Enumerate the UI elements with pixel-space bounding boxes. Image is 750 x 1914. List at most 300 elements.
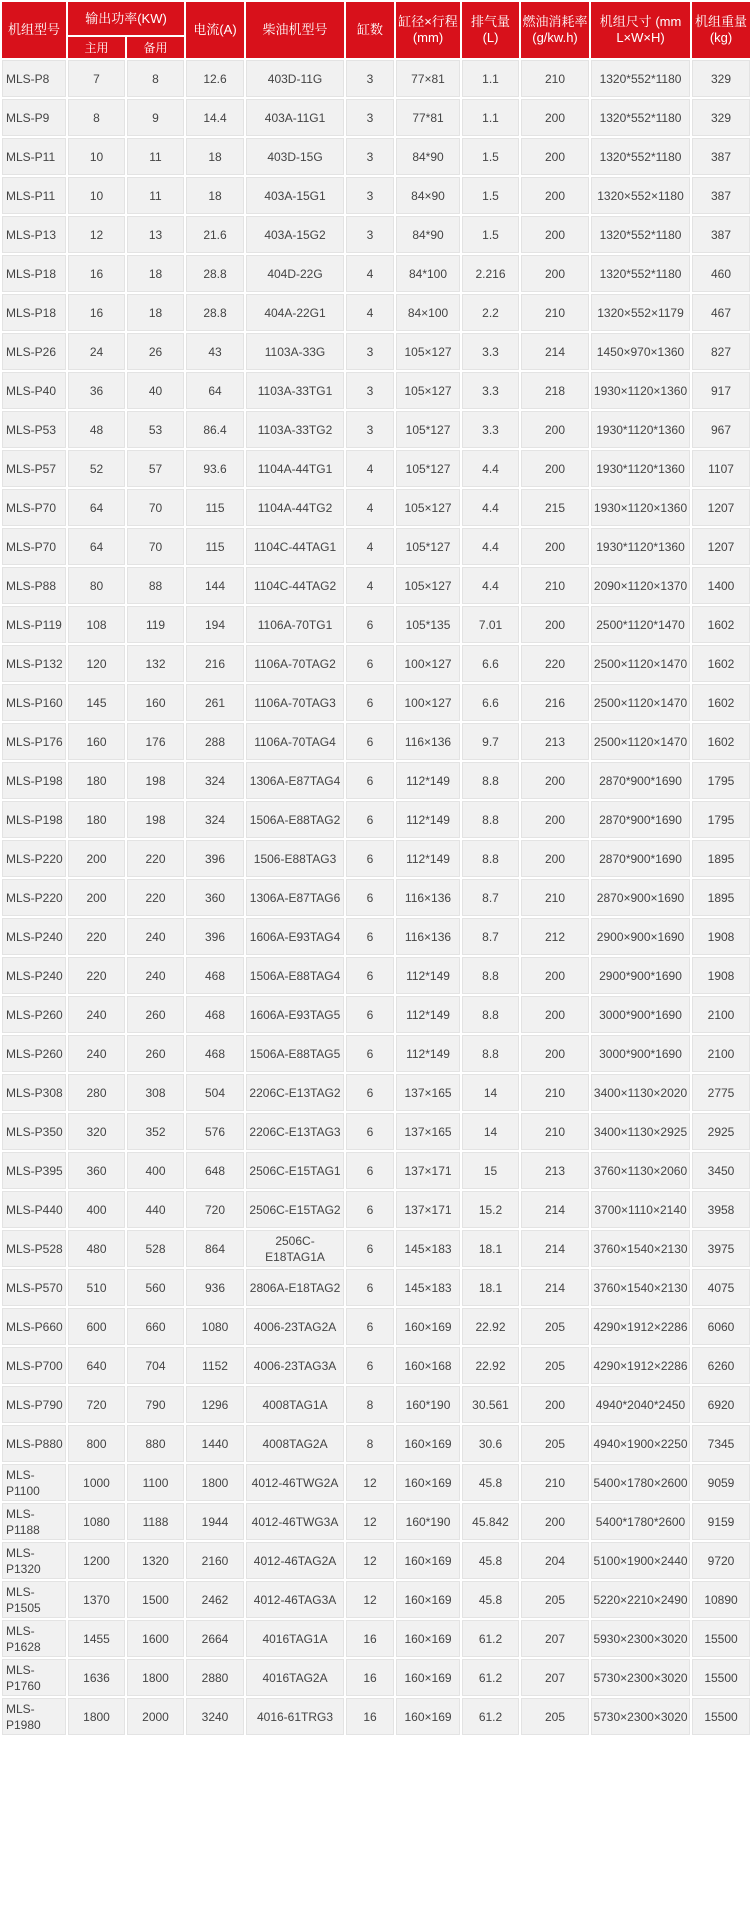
cell-engine: 1506A-E88TAG2	[245, 800, 345, 839]
table-row	[1, 488, 750, 527]
cell-weight: 1908	[691, 956, 750, 995]
cell-standby-kw: 11	[126, 176, 185, 215]
cell-cylinders: 6	[345, 800, 395, 839]
cell-fuel-consumption: 200	[520, 410, 590, 449]
cell-engine: 1506A-E88TAG5	[245, 1034, 345, 1073]
cell-cylinders: 4	[345, 449, 395, 488]
cell-cylinders: 3	[345, 176, 395, 215]
cell-prime-kw: 16	[67, 293, 126, 332]
cell-fuel-consumption: 207	[520, 1619, 590, 1658]
cell-prime-kw: 400	[67, 1190, 126, 1229]
cell-fuel-consumption: 210	[520, 1073, 590, 1112]
cell-current: 3240	[185, 1697, 245, 1736]
cell-fuel-consumption: 204	[520, 1541, 590, 1580]
cell-current: 261	[185, 683, 245, 722]
cell-current: 864	[185, 1229, 245, 1268]
cell-current: 468	[185, 956, 245, 995]
table-row	[1, 1424, 750, 1463]
cell-weight: 329	[691, 98, 750, 137]
cell-fuel-consumption: 205	[520, 1307, 590, 1346]
cell-current: 396	[185, 917, 245, 956]
cell-weight: 387	[691, 215, 750, 254]
cell-standby-kw: 528	[126, 1229, 185, 1268]
cell-bore-stroke: 160×169	[395, 1463, 461, 1502]
cell-fuel-consumption: 205	[520, 1424, 590, 1463]
cell-current: 1296	[185, 1385, 245, 1424]
cell-model: MLS-P1100	[1, 1463, 67, 1502]
cell-prime-kw: 1370	[67, 1580, 126, 1619]
cell-cylinders: 6	[345, 1073, 395, 1112]
cell-engine: 4012-46TAG3A	[245, 1580, 345, 1619]
cell-cylinders: 6	[345, 683, 395, 722]
cell-model: MLS-P198	[1, 800, 67, 839]
cell-model: MLS-P1760	[1, 1658, 67, 1697]
cell-model: MLS-P11	[1, 137, 67, 176]
cell-bore-stroke: 160×169	[395, 1307, 461, 1346]
cell-standby-kw: 1188	[126, 1502, 185, 1541]
cell-dimensions: 1930×1120×1360	[590, 371, 691, 410]
cell-weight: 2100	[691, 1034, 750, 1073]
cell-standby-kw: 240	[126, 956, 185, 995]
cell-current: 396	[185, 839, 245, 878]
cell-weight: 1895	[691, 839, 750, 878]
cell-bore-stroke: 105*127	[395, 410, 461, 449]
cell-cylinders: 6	[345, 956, 395, 995]
cell-standby-kw: 220	[126, 839, 185, 878]
cell-current: 1944	[185, 1502, 245, 1541]
cell-bore-stroke: 112*149	[395, 995, 461, 1034]
cell-dimensions: 2870*900*1690	[590, 839, 691, 878]
cell-displacement: 30.6	[461, 1424, 520, 1463]
cell-model: MLS-P240	[1, 917, 67, 956]
cell-model: MLS-P240	[1, 956, 67, 995]
table-row	[1, 293, 750, 332]
cell-bore-stroke: 137×171	[395, 1151, 461, 1190]
cell-prime-kw: 240	[67, 995, 126, 1034]
cell-standby-kw: 8	[126, 59, 185, 98]
cell-model: MLS-P26	[1, 332, 67, 371]
header-current: 电流(A)	[185, 1, 245, 59]
cell-dimensions: 2500×1120×1470	[590, 644, 691, 683]
cell-weight: 1602	[691, 644, 750, 683]
cell-displacement: 8.7	[461, 917, 520, 956]
cell-fuel-consumption: 200	[520, 800, 590, 839]
cell-weight: 1795	[691, 761, 750, 800]
cell-dimensions: 1320×552×1179	[590, 293, 691, 332]
cell-weight: 1107	[691, 449, 750, 488]
cell-current: 504	[185, 1073, 245, 1112]
cell-bore-stroke: 105*127	[395, 527, 461, 566]
table-row	[1, 644, 750, 683]
cell-prime-kw: 1800	[67, 1697, 126, 1736]
cell-weight: 9720	[691, 1541, 750, 1580]
cell-displacement: 4.4	[461, 488, 520, 527]
cell-prime-kw: 280	[67, 1073, 126, 1112]
cell-bore-stroke: 112*149	[395, 761, 461, 800]
cell-displacement: 4.4	[461, 566, 520, 605]
cell-weight: 1908	[691, 917, 750, 956]
cell-displacement: 45.842	[461, 1502, 520, 1541]
cell-weight: 387	[691, 137, 750, 176]
cell-displacement: 3.3	[461, 410, 520, 449]
cell-model: MLS-P53	[1, 410, 67, 449]
cell-cylinders: 6	[345, 878, 395, 917]
cell-displacement: 30.561	[461, 1385, 520, 1424]
cell-standby-kw: 790	[126, 1385, 185, 1424]
cell-fuel-consumption: 210	[520, 566, 590, 605]
cell-standby-kw: 198	[126, 800, 185, 839]
table-row	[1, 527, 750, 566]
cell-standby-kw: 160	[126, 683, 185, 722]
cell-weight: 1602	[691, 605, 750, 644]
table-row	[1, 722, 750, 761]
cell-current: 1800	[185, 1463, 245, 1502]
cell-weight: 1795	[691, 800, 750, 839]
cell-displacement: 4.4	[461, 449, 520, 488]
cell-model: MLS-P8	[1, 59, 67, 98]
cell-dimensions: 5400×1780×2600	[590, 1463, 691, 1502]
cell-cylinders: 12	[345, 1541, 395, 1580]
cell-standby-kw: 704	[126, 1346, 185, 1385]
cell-fuel-consumption: 200	[520, 1034, 590, 1073]
cell-bore-stroke: 137×165	[395, 1073, 461, 1112]
cell-fuel-consumption: 215	[520, 488, 590, 527]
cell-displacement: 22.92	[461, 1307, 520, 1346]
cell-model: MLS-P700	[1, 1346, 67, 1385]
cell-bore-stroke: 116×136	[395, 917, 461, 956]
cell-current: 86.4	[185, 410, 245, 449]
cell-current: 720	[185, 1190, 245, 1229]
cell-dimensions: 3400×1130×2020	[590, 1073, 691, 1112]
cell-prime-kw: 145	[67, 683, 126, 722]
cell-standby-kw: 57	[126, 449, 185, 488]
cell-prime-kw: 1000	[67, 1463, 126, 1502]
cell-dimensions: 2900×900×1690	[590, 917, 691, 956]
cell-current: 2664	[185, 1619, 245, 1658]
cell-current: 216	[185, 644, 245, 683]
cell-displacement: 18.1	[461, 1229, 520, 1268]
cell-weight: 467	[691, 293, 750, 332]
cell-cylinders: 6	[345, 1346, 395, 1385]
cell-bore-stroke: 105×127	[395, 488, 461, 527]
cell-bore-stroke: 77*81	[395, 98, 461, 137]
cell-standby-kw: 1100	[126, 1463, 185, 1502]
cell-engine: 4008TAG2A	[245, 1424, 345, 1463]
cell-fuel-consumption: 200	[520, 449, 590, 488]
cell-bore-stroke: 100×127	[395, 644, 461, 683]
cell-bore-stroke: 160*190	[395, 1385, 461, 1424]
cell-standby-kw: 132	[126, 644, 185, 683]
cell-weight: 1400	[691, 566, 750, 605]
cell-cylinders: 6	[345, 1307, 395, 1346]
cell-weight: 1207	[691, 488, 750, 527]
cell-cylinders: 3	[345, 410, 395, 449]
cell-bore-stroke: 116×136	[395, 878, 461, 917]
cell-current: 576	[185, 1112, 245, 1151]
table-row	[1, 98, 750, 137]
cell-standby-kw: 2000	[126, 1697, 185, 1736]
cell-displacement: 8.8	[461, 995, 520, 1034]
header-standby: 备用	[126, 36, 185, 59]
cell-prime-kw: 10	[67, 137, 126, 176]
cell-prime-kw: 48	[67, 410, 126, 449]
cell-dimensions: 4940*2040*2450	[590, 1385, 691, 1424]
table-body	[1, 59, 750, 1736]
cell-current: 93.6	[185, 449, 245, 488]
cell-prime-kw: 8	[67, 98, 126, 137]
table-row	[1, 800, 750, 839]
cell-prime-kw: 720	[67, 1385, 126, 1424]
cell-engine: 2206C-E13TAG2	[245, 1073, 345, 1112]
cell-bore-stroke: 116×136	[395, 722, 461, 761]
cell-cylinders: 3	[345, 98, 395, 137]
cell-cylinders: 16	[345, 1658, 395, 1697]
header-displacement: 排气量 (L)	[461, 1, 520, 59]
table-row	[1, 878, 750, 917]
cell-current: 14.4	[185, 98, 245, 137]
cell-model: MLS-P308	[1, 1073, 67, 1112]
cell-bore-stroke: 160*190	[395, 1502, 461, 1541]
cell-dimensions: 3700×1110×2140	[590, 1190, 691, 1229]
cell-prime-kw: 80	[67, 566, 126, 605]
table-row	[1, 449, 750, 488]
cell-engine: 4016-61TRG3	[245, 1697, 345, 1736]
cell-bore-stroke: 112*149	[395, 956, 461, 995]
cell-engine: 404D-22G	[245, 254, 345, 293]
cell-fuel-consumption: 205	[520, 1346, 590, 1385]
cell-model: MLS-P1505	[1, 1580, 67, 1619]
cell-standby-kw: 198	[126, 761, 185, 800]
cell-fuel-consumption: 200	[520, 1385, 590, 1424]
cell-dimensions: 3400×1130×2925	[590, 1112, 691, 1151]
cell-cylinders: 6	[345, 1190, 395, 1229]
cell-cylinders: 6	[345, 761, 395, 800]
cell-prime-kw: 7	[67, 59, 126, 98]
cell-cylinders: 6	[345, 1268, 395, 1307]
cell-prime-kw: 600	[67, 1307, 126, 1346]
cell-model: MLS-P70	[1, 488, 67, 527]
cell-engine: 403D-15G	[245, 137, 345, 176]
cell-standby-kw: 40	[126, 371, 185, 410]
cell-prime-kw: 12	[67, 215, 126, 254]
cell-cylinders: 4	[345, 293, 395, 332]
cell-model: MLS-P18	[1, 254, 67, 293]
cell-model: MLS-P440	[1, 1190, 67, 1229]
cell-current: 936	[185, 1268, 245, 1307]
cell-current: 2462	[185, 1580, 245, 1619]
cell-engine: 1103A-33TG1	[245, 371, 345, 410]
cell-prime-kw: 1200	[67, 1541, 126, 1580]
cell-fuel-consumption: 200	[520, 215, 590, 254]
cell-fuel-consumption: 210	[520, 293, 590, 332]
table-row	[1, 1502, 750, 1541]
cell-engine: 4006-23TAG3A	[245, 1346, 345, 1385]
header-model: 机组型号	[1, 1, 67, 59]
table-row	[1, 1580, 750, 1619]
cell-weight: 3450	[691, 1151, 750, 1190]
cell-dimensions: 5400*1780*2600	[590, 1502, 691, 1541]
cell-fuel-consumption: 200	[520, 995, 590, 1034]
cell-displacement: 8.8	[461, 956, 520, 995]
cell-cylinders: 3	[345, 215, 395, 254]
cell-cylinders: 8	[345, 1424, 395, 1463]
cell-bore-stroke: 160×169	[395, 1424, 461, 1463]
table-row	[1, 1151, 750, 1190]
cell-prime-kw: 200	[67, 839, 126, 878]
cell-displacement: 22.92	[461, 1346, 520, 1385]
cell-displacement: 61.2	[461, 1697, 520, 1736]
cell-engine: 403A-11G1	[245, 98, 345, 137]
table-row	[1, 1697, 750, 1736]
cell-dimensions: 3000*900*1690	[590, 1034, 691, 1073]
cell-displacement: 14	[461, 1112, 520, 1151]
cell-weight: 2100	[691, 995, 750, 1034]
cell-fuel-consumption: 214	[520, 1268, 590, 1307]
cell-current: 1440	[185, 1424, 245, 1463]
cell-displacement: 4.4	[461, 527, 520, 566]
cell-standby-kw: 11	[126, 137, 185, 176]
cell-bore-stroke: 84*100	[395, 254, 461, 293]
header-dims: 机组尺寸 (mm L×W×H)	[590, 1, 691, 59]
cell-engine: 1106A-70TAG2	[245, 644, 345, 683]
cell-displacement: 3.3	[461, 371, 520, 410]
cell-model: MLS-P880	[1, 1424, 67, 1463]
cell-cylinders: 6	[345, 1229, 395, 1268]
cell-cylinders: 4	[345, 527, 395, 566]
cell-prime-kw: 220	[67, 917, 126, 956]
table-row	[1, 1034, 750, 1073]
cell-prime-kw: 220	[67, 956, 126, 995]
cell-model: MLS-P119	[1, 605, 67, 644]
cell-engine: 4012-46TAG2A	[245, 1541, 345, 1580]
cell-current: 468	[185, 1034, 245, 1073]
cell-cylinders: 6	[345, 722, 395, 761]
cell-bore-stroke: 160×169	[395, 1619, 461, 1658]
cell-current: 2880	[185, 1658, 245, 1697]
table-row	[1, 332, 750, 371]
cell-current: 288	[185, 722, 245, 761]
cell-current: 144	[185, 566, 245, 605]
cell-displacement: 61.2	[461, 1619, 520, 1658]
header-fuel: 燃油消耗率 (g/kw.h)	[520, 1, 590, 59]
cell-displacement: 15	[461, 1151, 520, 1190]
cell-model: MLS-P1980	[1, 1697, 67, 1736]
cell-displacement: 8.8	[461, 1034, 520, 1073]
cell-bore-stroke: 112*149	[395, 1034, 461, 1073]
table-row	[1, 1229, 750, 1268]
cell-displacement: 1.1	[461, 59, 520, 98]
cell-engine: 4016TAG2A	[245, 1658, 345, 1697]
cell-prime-kw: 480	[67, 1229, 126, 1268]
cell-model: MLS-P350	[1, 1112, 67, 1151]
cell-model: MLS-P260	[1, 995, 67, 1034]
cell-dimensions: 4940×1900×2250	[590, 1424, 691, 1463]
cell-standby-kw: 176	[126, 722, 185, 761]
cell-weight: 7345	[691, 1424, 750, 1463]
cell-dimensions: 2500×1120×1470	[590, 722, 691, 761]
cell-cylinders: 4	[345, 566, 395, 605]
cell-fuel-consumption: 210	[520, 1112, 590, 1151]
cell-standby-kw: 400	[126, 1151, 185, 1190]
cell-engine: 2506C-E15TAG2	[245, 1190, 345, 1229]
cell-current: 115	[185, 527, 245, 566]
cell-weight: 6920	[691, 1385, 750, 1424]
cell-standby-kw: 9	[126, 98, 185, 137]
cell-dimensions: 1450×970×1360	[590, 332, 691, 371]
cell-current: 18	[185, 137, 245, 176]
cell-standby-kw: 440	[126, 1190, 185, 1229]
cell-fuel-consumption: 210	[520, 1463, 590, 1502]
cell-bore-stroke: 112*149	[395, 800, 461, 839]
cell-engine: 1104A-44TG1	[245, 449, 345, 488]
table-row	[1, 1112, 750, 1151]
cell-fuel-consumption: 213	[520, 722, 590, 761]
cell-engine: 1606A-E93TAG5	[245, 995, 345, 1034]
cell-displacement: 7.01	[461, 605, 520, 644]
cell-model: MLS-P1320	[1, 1541, 67, 1580]
cell-fuel-consumption: 200	[520, 1502, 590, 1541]
cell-weight: 1602	[691, 722, 750, 761]
cell-model: MLS-P395	[1, 1151, 67, 1190]
header-power: 输出功率(KW)	[67, 1, 185, 36]
cell-dimensions: 2870×900×1690	[590, 878, 691, 917]
cell-bore-stroke: 105*127	[395, 449, 461, 488]
cell-standby-kw: 240	[126, 917, 185, 956]
cell-bore-stroke: 105×127	[395, 566, 461, 605]
table-row	[1, 1073, 750, 1112]
table-row	[1, 839, 750, 878]
cell-engine: 1106A-70TAG4	[245, 722, 345, 761]
table-row	[1, 956, 750, 995]
cell-current: 18	[185, 176, 245, 215]
cell-displacement: 2.216	[461, 254, 520, 293]
cell-engine: 1104A-44TG2	[245, 488, 345, 527]
cell-engine: 2806A-E18TAG2	[245, 1268, 345, 1307]
cell-prime-kw: 240	[67, 1034, 126, 1073]
cell-engine: 4012-46TWG2A	[245, 1463, 345, 1502]
cell-dimensions: 5730×2300×3020	[590, 1658, 691, 1697]
cell-standby-kw: 308	[126, 1073, 185, 1112]
table-row	[1, 1307, 750, 1346]
table-row	[1, 1658, 750, 1697]
cell-standby-kw: 18	[126, 293, 185, 332]
cell-engine: 2506C-E18TAG1A	[245, 1229, 345, 1268]
cell-fuel-consumption: 200	[520, 176, 590, 215]
cell-dimensions: 5100×1900×2440	[590, 1541, 691, 1580]
cell-displacement: 15.2	[461, 1190, 520, 1229]
cell-weight: 6260	[691, 1346, 750, 1385]
cell-bore-stroke: 112*149	[395, 839, 461, 878]
cell-engine: 403D-11G	[245, 59, 345, 98]
cell-weight: 917	[691, 371, 750, 410]
cell-standby-kw: 220	[126, 878, 185, 917]
cell-dimensions: 5930×2300×3020	[590, 1619, 691, 1658]
cell-bore-stroke: 105×127	[395, 371, 461, 410]
cell-weight: 329	[691, 59, 750, 98]
table-row	[1, 176, 750, 215]
table-row	[1, 566, 750, 605]
cell-weight: 460	[691, 254, 750, 293]
cell-standby-kw: 53	[126, 410, 185, 449]
cell-fuel-consumption: 205	[520, 1580, 590, 1619]
cell-displacement: 45.8	[461, 1463, 520, 1502]
cell-model: MLS-P1188	[1, 1502, 67, 1541]
cell-fuel-consumption: 216	[520, 683, 590, 722]
cell-dimensions: 2500×1120×1470	[590, 683, 691, 722]
cell-dimensions: 2900*900*1690	[590, 956, 691, 995]
cell-dimensions: 5220×2210×2490	[590, 1580, 691, 1619]
cell-prime-kw: 64	[67, 527, 126, 566]
